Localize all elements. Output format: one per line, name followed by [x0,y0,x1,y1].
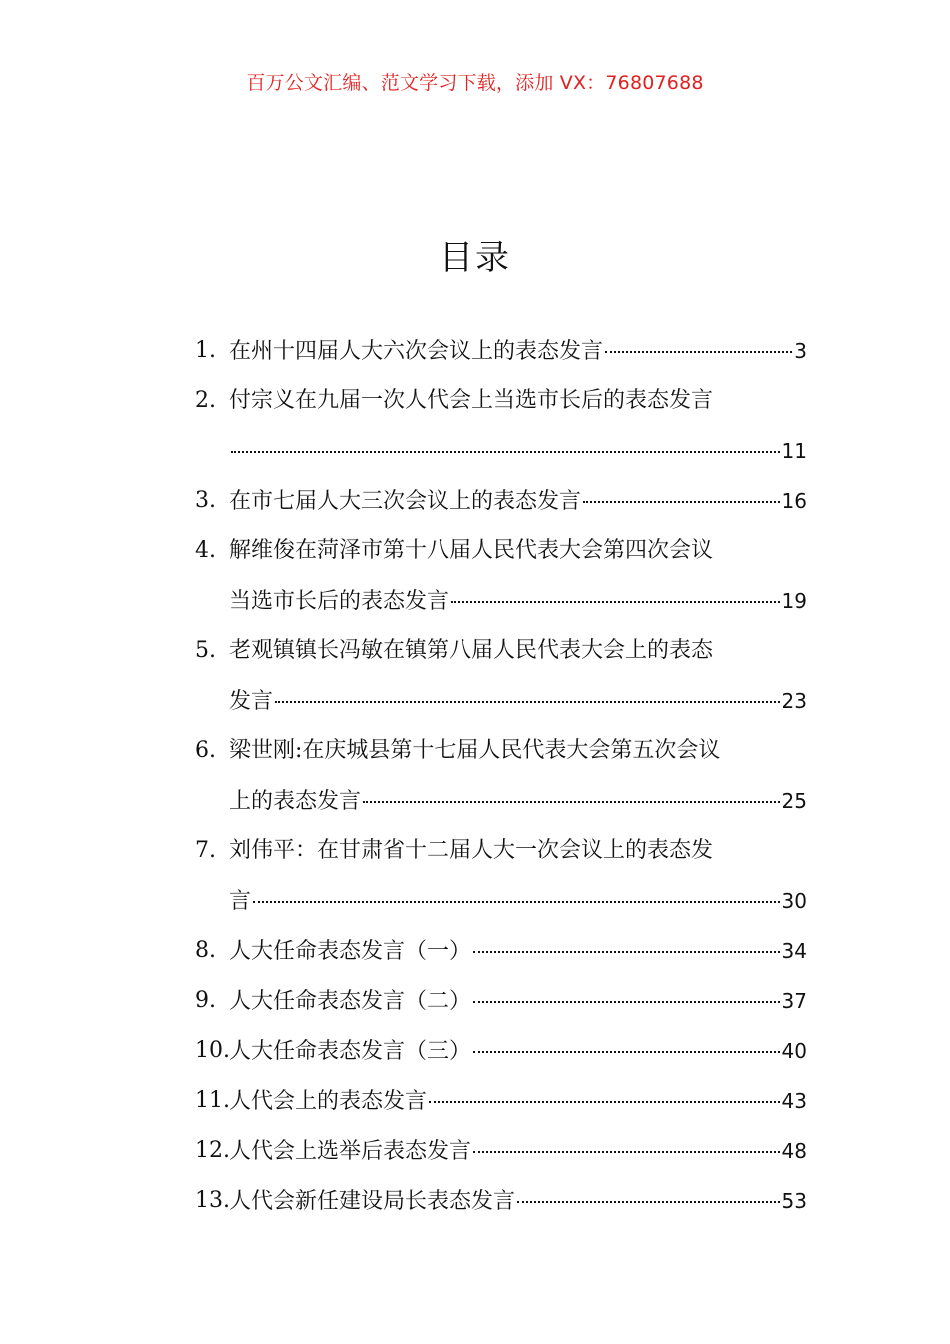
toc-entry-number: 12. [195,1138,230,1163]
toc-entry-title: 刘伟平：在甘肃省十二届人大一次会议上的表态发 [229,838,714,863]
toc-entry-page: 25 [781,789,807,813]
dot-leader [473,1001,780,1003]
toc-entry[interactable] [195,526,807,626]
watermark-header: 百万公文汇编、范文学习下载，添加 VX：76807688 [246,72,704,94]
toc-entry-number: 4. [195,538,216,563]
toc-entry[interactable] [195,1176,807,1226]
dot-leader [473,1051,780,1053]
toc-entry-title: 付宗义在九届一次人代会上当选市长后的表态发言 [229,388,714,413]
toc-entry-number: 3. [195,488,216,513]
toc-entry-title-continued: 言 [229,889,252,914]
toc-entry[interactable] [195,376,807,476]
toc-entry-page: 19 [781,589,807,613]
toc-entry-page: 37 [781,989,807,1013]
dot-leader [275,701,780,703]
toc-entry-title-continued: 上的表态发言 [229,789,362,814]
toc-entry-number: 2. [195,388,216,413]
toc-entry-title: 人大任命表态发言（二） [229,989,472,1014]
toc-entry-number: 1. [195,338,216,363]
toc-entry-page: 11 [781,439,807,463]
toc-entry-title: 人大任命表态发言（三） [229,1039,472,1064]
toc-entry-number: 10. [195,1038,230,1063]
toc-entry-title: 解维俊在菏泽市第十八届人民代表大会第四次会议 [229,538,714,563]
toc-entry[interactable] [195,976,807,1026]
toc-entry[interactable] [195,926,807,976]
toc-entry[interactable] [195,476,807,526]
toc-entry[interactable] [195,326,807,376]
dot-leader [473,951,780,953]
toc-entry[interactable] [195,1026,807,1076]
toc-entry[interactable] [195,726,807,826]
dot-leader [517,1201,780,1203]
toc-entry-page: 16 [781,489,807,513]
toc-entry[interactable] [195,1126,807,1176]
dot-leader [429,1101,780,1103]
dot-leader [583,501,780,503]
toc-entry-title: 人代会新任建设局长表态发言 [229,1189,516,1214]
dot-leader [253,901,780,903]
page-title: 目录 [439,238,511,278]
toc-entry-page: 48 [781,1139,807,1163]
toc-entry-number: 9. [195,988,216,1013]
toc-entry-page: 3 [794,339,807,363]
dot-leader [605,351,792,353]
toc-entry-title: 在州十四届人大六次会议上的表态发言 [229,339,604,364]
toc-entry[interactable] [195,1076,807,1126]
toc-entry-page: 34 [781,939,807,963]
toc-entry-title: 人代会上选举后表态发言 [229,1139,472,1164]
toc-entry-page: 40 [781,1039,807,1063]
toc-entry-number: 8. [195,938,216,963]
toc-entry-page: 30 [781,889,807,913]
toc-entry-title: 梁世刚:在庆城县第十七届人民代表大会第五次会议 [229,738,721,763]
toc-entry-number: 5. [195,638,216,663]
toc-entry-number: 6. [195,738,216,763]
toc-entry-number: 7. [195,838,216,863]
toc-entry[interactable] [195,826,807,926]
toc-entry-title-continued: 发言 [229,689,274,714]
toc-entry-page: 43 [781,1089,807,1113]
toc-entry-page: 53 [781,1189,807,1213]
toc-entry-title: 老观镇镇长冯敏在镇第八届人民代表大会上的表态 [229,638,714,663]
toc-entry-page: 23 [781,689,807,713]
toc-entry-title: 在市七届人大三次会议上的表态发言 [229,489,582,514]
toc-entry[interactable] [195,626,807,726]
toc-entry-title: 人大任命表态发言（一） [229,939,472,964]
toc-entry-title-continued: 当选市长后的表态发言 [229,589,450,614]
toc-entry-number: 11. [195,1088,230,1113]
toc-entry-number: 13. [195,1188,230,1213]
dot-leader [363,801,780,803]
dot-leader [451,601,780,603]
table-of-contents [195,326,807,1226]
toc-entry-title: 人代会上的表态发言 [229,1089,428,1114]
dot-leader [473,1151,780,1153]
dot-leader [231,451,780,453]
